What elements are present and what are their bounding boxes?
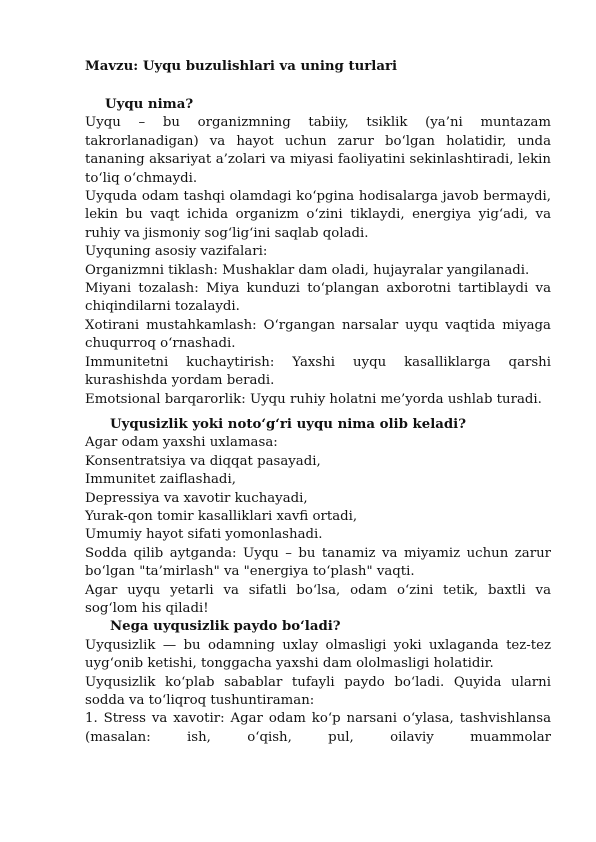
list-item: Organizmni tiklash: Mushaklar dam oladi, hujayralar yangilanadi.: [85, 262, 530, 278]
paragraph: Uyqu – bu organizmning tabiiy, tsiklik (ya’ni muntazam takrorlanadigan) va hayot uchun zarur bo‘lgan holatidir, unda tananing aksariyat a’zolari va miyasi faoliyatini sekinlashtiradi, lekin to‘liq o‘chmaydi.: [85, 115, 551, 186]
paragraph: Uyqusizlik ko‘plab sabablar tufayli paydo bo‘ladi. Quyida ularni sodda va to‘liqroq tushuntiraman:: [85, 674, 551, 708]
paragraph: Uyquning asosiy vazifalari:: [85, 244, 268, 260]
document-title: Mavzu: Uyqu buzulishlari va uning turlari: [85, 59, 398, 74]
section-heading-uyqusizlik-sabablari: Nega uyqusizlik paydo bo‘ladi?: [110, 619, 341, 635]
list-item: Depressiya va xavotir kuchayadi,: [85, 490, 308, 506]
paragraph: Uyquda odam tashqi olamdagi ko‘pgina hodisalarga javob bermaydi, lekin bu vaqt ichida organizm o‘zini tiklaydi, energiya yig‘adi, va ruhiy va jismoniy sog‘lig‘ini saqlab qoladi.: [85, 189, 551, 241]
list-item: Emotsional barqarorlik: Uyqu ruhiy holatni me’yorda ushlab turadi.: [85, 391, 542, 407]
list-item: Xotirani mustahkamlash: O‘rgangan narsalar uyqu vaqtida miyaga chuqurroq o‘rnashadi.: [85, 317, 551, 352]
list-item: Konsentratsiya va diqqat pasayadi,: [85, 453, 321, 469]
list-item: Yurak-qon tomir kasalliklari xavfi ortadi,: [85, 508, 358, 524]
paragraph: Agar odam yaxshi uxlamasa:: [85, 435, 278, 451]
list-item: 1. Stress va xavotir: Agar odam ko‘p narsani o‘ylasa, tashvishlansa (masalan: ish, o‘qish, pul, oilaviy muammolar: [85, 711, 551, 745]
paragraph: Sodda qilib aytganda: Uyqu – bu tanamiz va miyamiz uchun zarur bo‘lgan "ta’mirlash" va "energiya to‘plash" vaqti.: [85, 545, 551, 580]
section-heading-uyqu-nima: Uyqu nima?: [105, 97, 194, 112]
list-item: Miyani tozalash: Miya kunduzi to‘plangan axborotni tartiblaydi va chiqindilarni tozalaydi.: [85, 281, 551, 315]
paragraph: Agar uyqu yetarli va sifatli bo‘lsa, odam o‘zini tetik, baxtli va sog‘lom his qiladi!: [85, 582, 551, 616]
section-heading-uyqusizlik-oqibatlari: Uyqusizlik yoki noto‘g‘ri uyqu nima olib keladi?: [110, 416, 466, 432]
list-item: Umumiy hayot sifati yomonlashadi.: [85, 527, 323, 543]
paragraph: Uyqusizlik — bu odamning uxlay olmasligi yoki uxlaganda tez-tez uyg‘onib ketishi, tonggacha yaxshi dam ololmasligi holatidir.: [85, 637, 551, 672]
list-item: Immunitetni kuchaytirish: Yaxshi uyqu kasalliklarga qarshi kurashishda yordam beradi.: [85, 354, 551, 389]
list-item: Immunitet zaiflashadi,: [85, 472, 236, 488]
